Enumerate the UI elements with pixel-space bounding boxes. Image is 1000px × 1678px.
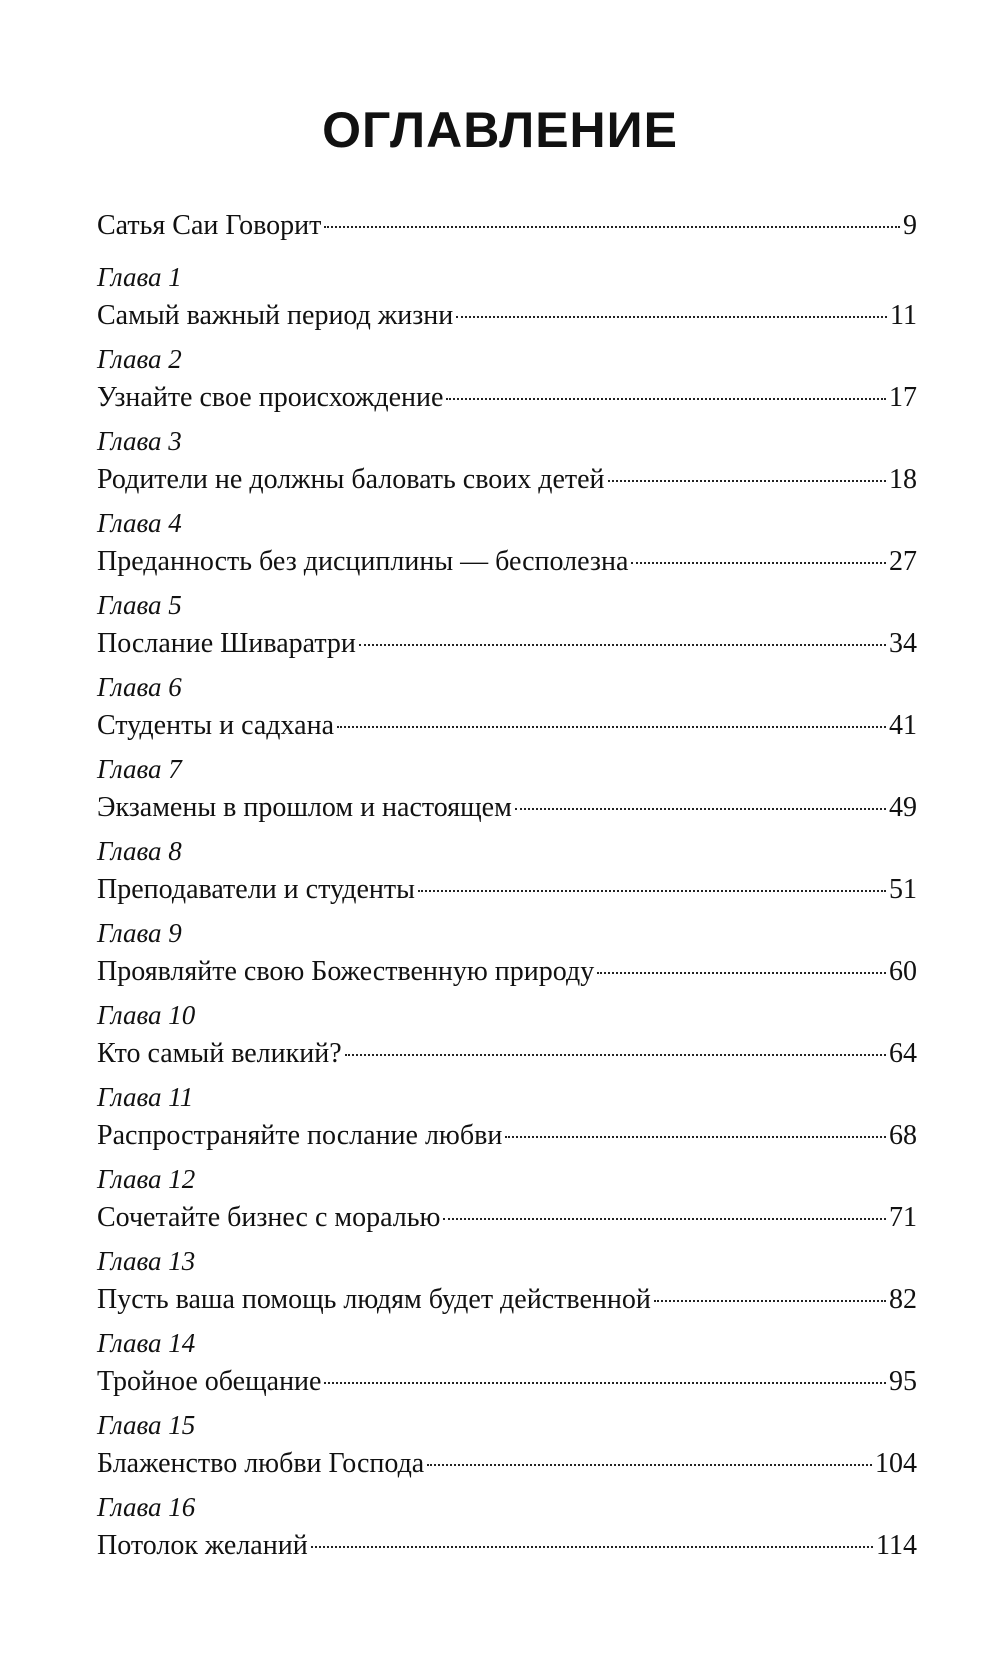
toc-page-number: 18 — [889, 464, 917, 495]
toc-entry-chapter-6 — [97, 669, 917, 747]
toc-row — [97, 1361, 917, 1403]
toc-page-number: 51 — [889, 874, 917, 905]
toc-entry-chapter-14 — [97, 1325, 917, 1403]
toc-entry-title: Блаженство любви Господа — [97, 1448, 425, 1479]
toc-entry-title: Преподаватели и студенты — [97, 874, 415, 905]
toc-entry-chapter-15 — [97, 1407, 917, 1485]
toc-entry-chapter-9 — [97, 915, 917, 993]
toc-page-number: 41 — [889, 710, 917, 741]
toc-entry-chapter-3 — [97, 423, 917, 501]
toc-entry-title: Узнайте свое происхождение — [97, 382, 444, 413]
dot-leader — [446, 398, 886, 400]
dot-leader — [631, 562, 886, 564]
dot-leader — [505, 1136, 886, 1138]
toc-entry-chapter-11 — [97, 1079, 917, 1157]
page-title: ОГЛАВЛЕНИЕ — [322, 102, 678, 158]
toc-entry-title: Родители не должны баловать своих детей — [97, 464, 605, 495]
chapter-label: Глава 13 — [97, 1246, 196, 1276]
toc-row — [97, 1525, 917, 1567]
chapter-label: Глава 7 — [97, 754, 182, 784]
chapter-label: Глава 10 — [97, 1000, 196, 1030]
toc-page-number: 114 — [876, 1530, 917, 1561]
dot-leader — [654, 1300, 886, 1302]
chapter-label: Глава 8 — [97, 836, 182, 866]
dot-leader — [608, 480, 886, 482]
dot-leader — [515, 808, 886, 810]
table-of-contents — [97, 205, 917, 1571]
chapter-label: Глава 11 — [97, 1082, 194, 1112]
chapter-label: Глава 3 — [97, 426, 182, 456]
dot-leader — [337, 726, 886, 728]
toc-page-number: 27 — [889, 546, 917, 577]
toc-entry-title: Преданность без дисциплины — бесполезна — [97, 546, 629, 577]
chapter-label: Глава 15 — [97, 1410, 196, 1440]
dot-leader — [311, 1546, 873, 1548]
chapter-label: Глава 14 — [97, 1328, 196, 1358]
toc-row — [97, 623, 917, 665]
toc-entry-chapter-4 — [97, 505, 917, 583]
toc-page-number: 60 — [889, 956, 917, 987]
toc-entry-chapter-10 — [97, 997, 917, 1075]
toc-entry-title: Сочетайте бизнес с моралью — [97, 1202, 441, 1233]
toc-row — [97, 951, 917, 993]
dot-leader — [456, 316, 887, 318]
toc-entry-chapter-2 — [97, 341, 917, 419]
toc-entry-intro — [97, 205, 917, 247]
toc-page-number: 71 — [889, 1202, 917, 1233]
toc-row — [97, 1033, 917, 1075]
chapter-label: Глава 1 — [97, 262, 182, 292]
toc-entry-chapter-16 — [97, 1489, 917, 1567]
toc-row — [97, 869, 917, 911]
dot-leader — [324, 1382, 886, 1384]
chapter-label: Глава 2 — [97, 344, 182, 374]
dot-leader — [597, 972, 886, 974]
toc-entry-chapter-5 — [97, 587, 917, 665]
toc-page-number: 68 — [889, 1120, 917, 1151]
toc-row — [97, 1115, 917, 1157]
toc-entry-chapter-8 — [97, 833, 917, 911]
toc-row — [97, 1197, 917, 1239]
chapter-list — [97, 259, 917, 1567]
toc-page-number: 104 — [875, 1448, 917, 1479]
toc-page-number: 11 — [890, 300, 917, 331]
toc-row — [97, 1279, 917, 1321]
dot-leader — [418, 890, 886, 892]
toc-row — [97, 205, 917, 247]
toc-page-number: 95 — [889, 1366, 917, 1397]
toc-row — [97, 295, 917, 337]
toc-entry-title: Проявляйте свою Божественную природу — [97, 956, 595, 987]
toc-entry-title: Пусть ваша помощь людям будет действенной — [97, 1284, 651, 1315]
toc-entry-chapter-12 — [97, 1161, 917, 1239]
toc-page-number: 49 — [889, 792, 917, 823]
toc-entry-title: Экзамены в прошлом и настоящем — [97, 792, 512, 823]
toc-entry-chapter-13 — [97, 1243, 917, 1321]
toc-row — [97, 787, 917, 829]
toc-row — [97, 377, 917, 419]
toc-row — [97, 459, 917, 501]
dot-leader — [427, 1464, 872, 1466]
toc-page-number: 9 — [903, 210, 917, 241]
toc-entry-title: Тройное обещание — [97, 1366, 322, 1397]
toc-page-number: 34 — [889, 628, 917, 659]
dot-leader — [443, 1218, 886, 1220]
toc-row — [97, 1443, 917, 1485]
toc-entry-title: Кто самый великий? — [97, 1038, 342, 1069]
toc-row — [97, 705, 917, 747]
chapter-label: Глава 6 — [97, 672, 182, 702]
chapter-label: Глава 5 — [97, 590, 182, 620]
toc-entry-title: Распространяйте послание любви — [97, 1120, 503, 1151]
toc-page-number: 17 — [889, 382, 917, 413]
toc-entry-title: Студенты и садхана — [97, 710, 335, 741]
toc-entry-title: Потолок желаний — [97, 1530, 308, 1561]
toc-entry-chapter-7 — [97, 751, 917, 829]
toc-entry-title: Сатья Саи Говорит — [97, 210, 322, 241]
toc-page-number: 82 — [889, 1284, 917, 1315]
dot-leader — [324, 226, 900, 228]
toc-entry-title: Послание Шиваратри — [97, 628, 356, 659]
dot-leader — [359, 644, 886, 646]
toc-row — [97, 541, 917, 583]
chapter-label: Глава 16 — [97, 1492, 196, 1522]
toc-entry-chapter-1 — [97, 259, 917, 337]
chapter-label: Глава 12 — [97, 1164, 196, 1194]
chapter-label: Глава 9 — [97, 918, 182, 948]
dot-leader — [345, 1054, 886, 1056]
toc-entry-title: Самый важный период жизни — [97, 300, 454, 331]
toc-page-number: 64 — [889, 1038, 917, 1069]
chapter-label: Глава 4 — [97, 508, 182, 538]
